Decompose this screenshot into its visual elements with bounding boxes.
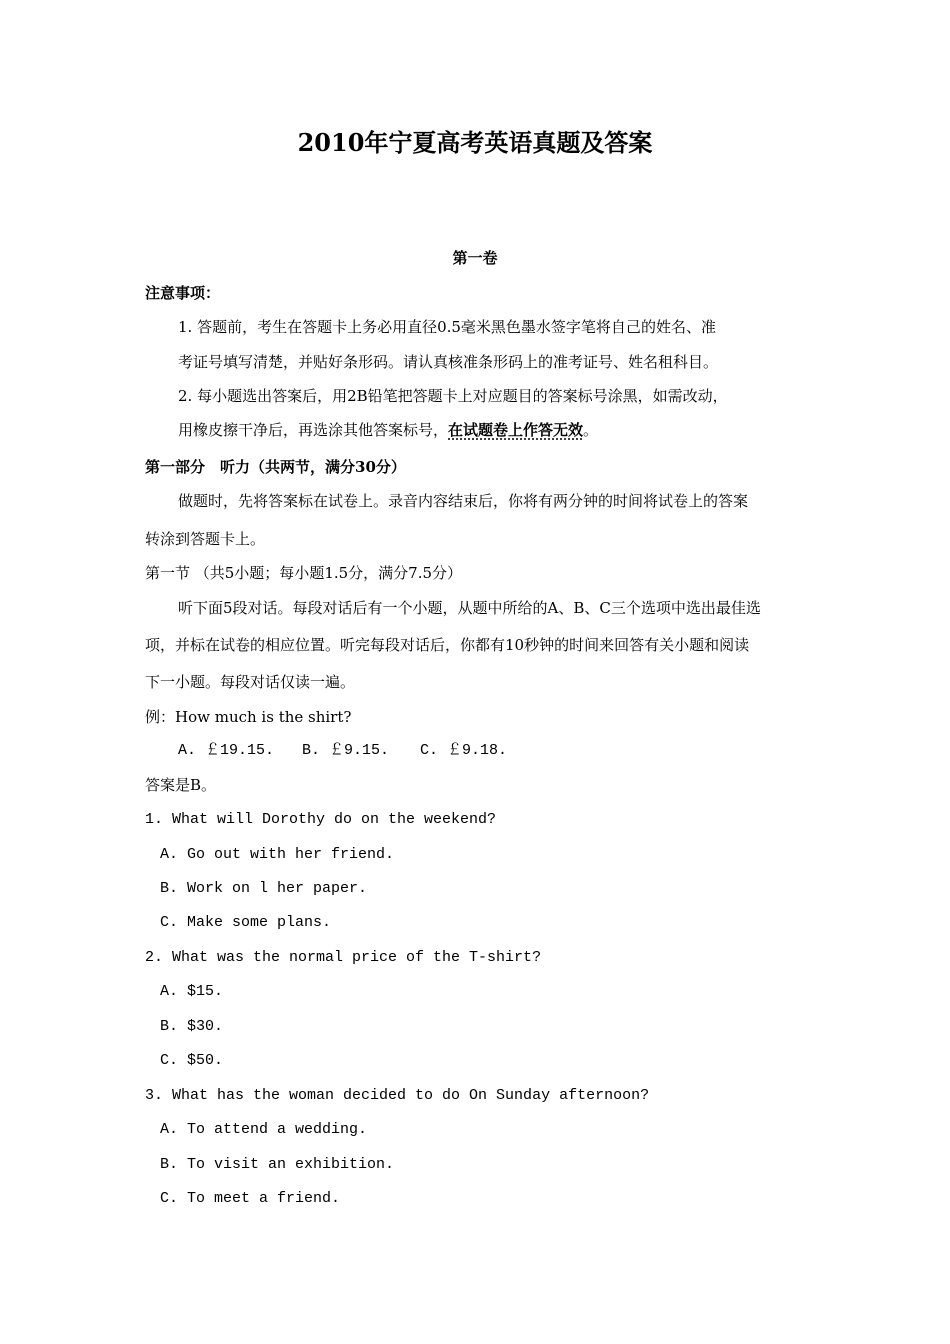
question-2: 2. What was the normal price of the T-shirt? <box>145 949 542 966</box>
section1-heading: 第一节 （共5小题；每小题1.5分，满分7.5分） <box>145 564 463 582</box>
notice-item-2-text: 用橡皮擦干净后，再选涂其他答案标号， <box>178 421 449 439</box>
question-3-option-b: B. To visit an exhibition. <box>160 1156 395 1173</box>
example-answer: 答案是B。 <box>145 776 217 794</box>
notice-item-2-period: 。 <box>583 421 599 439</box>
question-2-option-a: A. $15. <box>160 983 224 1000</box>
part1-heading: 第一部分 听力（共两节，满分30分） <box>145 458 406 476</box>
example-option-c: C. ￡9.18. <box>420 742 508 759</box>
question-3-option-c: C. To meet a friend. <box>160 1190 341 1207</box>
notice-heading: 注意事项： <box>145 284 221 302</box>
question-3-option-a: A. To attend a wedding. <box>160 1121 368 1138</box>
question-1-option-b: B. Work on l her paper. <box>160 880 368 897</box>
part1-intro-line-2: 转涂到答题卡上。 <box>145 530 266 548</box>
notice-item-1-line-2: 考证号填写清楚，并贴好条形码。请认真核准条形码上的准考证号、姓名租科目。 <box>178 353 719 371</box>
section1-intro-line-3: 下一小题。每段对话仅读一遍。 <box>145 673 356 691</box>
question-1-option-a: A. Go out with her friend. <box>160 846 395 863</box>
volume-label: 第一卷 <box>452 249 498 267</box>
question-3: 3. What has the woman decided to do On Sunday afternoon? <box>145 1087 650 1104</box>
question-1-option-c: C. Make some plans. <box>160 914 332 931</box>
section1-intro-line-1: 听下面5段对话。每段对话后有一个小题，从题中所给的A、B、C三个选项中选出最佳选 <box>178 599 761 617</box>
document-title: 2010年宁夏高考英语真题及答案 <box>297 128 653 157</box>
section1-intro-line-2: 项，并标在试卷的相应位置。听完每段对话后，你都有10秒钟的时间来回答有关小题和阅读 <box>145 636 750 654</box>
example-option-b: B. ￡9.15. <box>302 742 390 759</box>
emphasis-text: 在试题卷上作答无效 <box>448 421 584 439</box>
question-1: 1. What will Dorothy do on the weekend? <box>145 811 497 828</box>
notice-item-2-line-2 <box>178 420 598 440</box>
part1-intro-line-1: 做题时，先将答案标在试卷上。录音内容结束后，你将有两分钟的时间将试卷上的答案 <box>178 492 749 510</box>
question-2-option-b: B. $30. <box>160 1018 224 1035</box>
example-question: 例：How much is the shirt? <box>145 708 352 726</box>
question-2-option-c: C. $50. <box>160 1052 224 1069</box>
example-option-a: A. ￡19.15. <box>178 742 275 759</box>
notice-item-1-line-1: 1. 答题前，考生在答题卡上务必用直径0.5毫米黑色墨水签字笔将自己的姓名、准 <box>178 318 716 336</box>
notice-item-2-line-1: 2. 每小题选出答案后，用2B铅笔把答题卡上对应题目的答案标号涂黑，如需改动， <box>178 387 728 405</box>
